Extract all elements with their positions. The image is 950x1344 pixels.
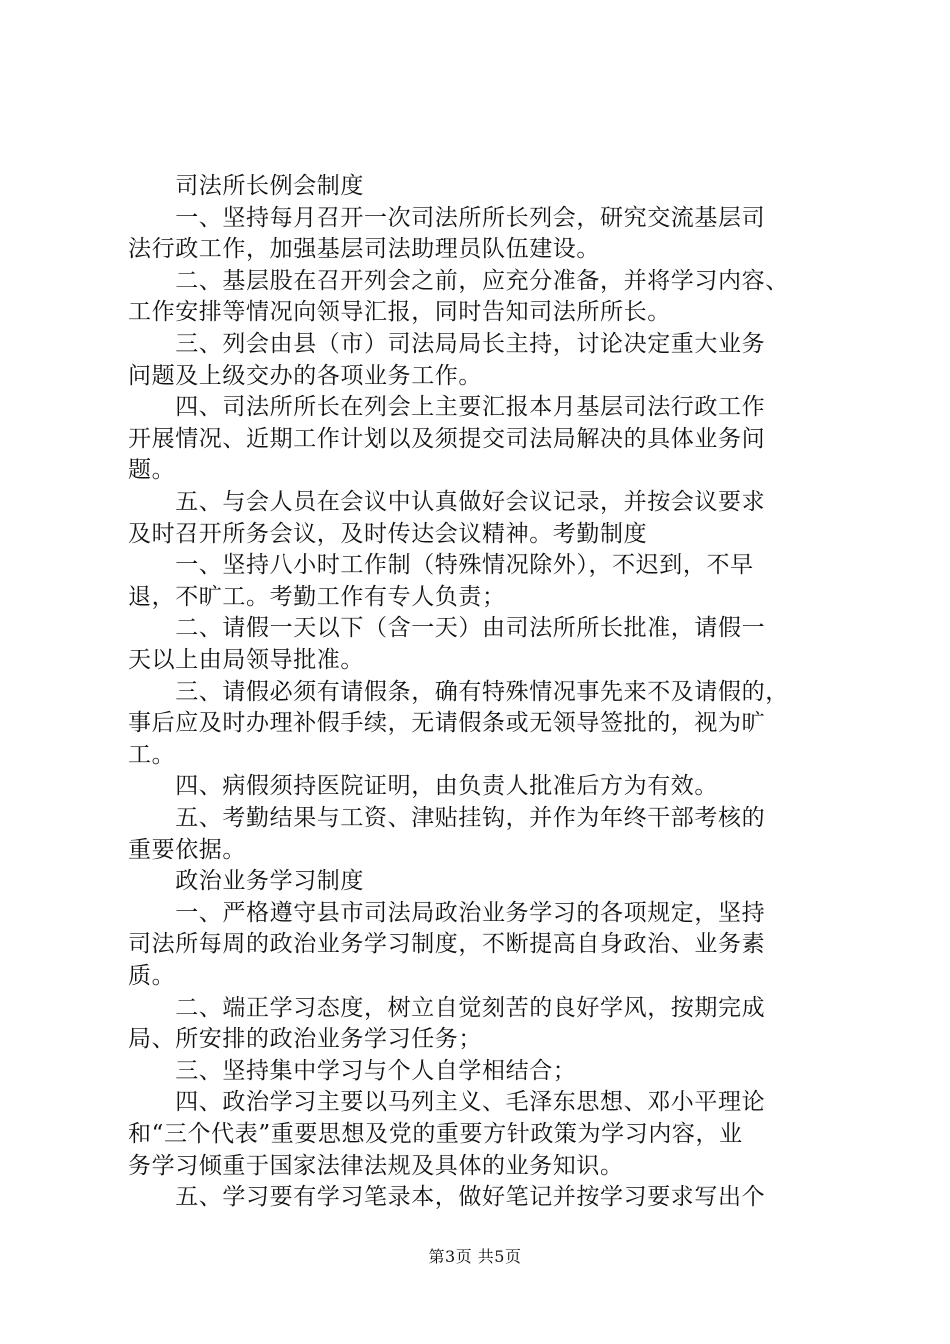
text-line: 四、司法所所长在列会上主要汇报本月基层司法行政工作 (128, 394, 766, 421)
text-line: 题。 (128, 457, 176, 484)
text-line: 务学习倾重于国家法律法规及具体的业务知识。 (128, 1152, 624, 1179)
text-line: 一、坚持每月召开一次司法所所长列会，研究交流基层司 (128, 204, 766, 231)
text-line: 二、请假一天以下（含一天）由司法所所长批准，请假一 (128, 615, 766, 642)
text-line: 工作安排等情况向领导汇报，同时告知司法所所长。 (128, 299, 671, 326)
text-line: 工。 (128, 741, 176, 768)
text-line: 三、列会由县（市）司法局局长主持，讨论决定重大业务 (128, 331, 766, 357)
text-line: 开展情况、近期工作计划以及须提交司法局解决的具体业务问 (128, 425, 766, 452)
text-line: 事后应及时办理补假手续，无请假条或无领导签批的，视为旷 (128, 710, 766, 737)
text-line: 法行政工作，加强基层司法助理员队伍建设。 (128, 236, 600, 263)
text-line: 二、端正学习态度，树立自觉刻苦的良好学风，按期完成 (128, 994, 766, 1021)
text-line: 局、所安排的政治业务学习任务； (128, 1026, 482, 1053)
text-line: 二、基层股在召开列会之前，应充分准备，并将学习内容、 (128, 267, 789, 294)
text-line: 问题及上级交办的各项业务工作。 (128, 362, 482, 389)
text-line: 四、政治学习主要以马列主义、毛泽东思想、邓小平理论 (128, 1089, 766, 1116)
text-line: 三、坚持集中学习与个人自学相结合； (128, 1057, 577, 1084)
text-line: 三、请假必须有请假条，确有特殊情况事先来不及请假的， (128, 678, 789, 705)
text-line: 司法所长例会制度 (128, 173, 364, 199)
text-line: 质。 (128, 963, 176, 989)
text-line: 司法所每周的政治业务学习制度，不断提高自身政治、业务素 (128, 931, 766, 958)
page-footer: 第3页 共5页 (428, 1247, 522, 1266)
text-line: 四、病假须持医院证明，由负责人批准后方为有效。 (128, 773, 718, 800)
text-line: 一、坚持八小时工作制（特殊情况除外），不迟到，不早 (128, 552, 754, 579)
text-line: 重要依据。 (128, 836, 246, 863)
text-line: 五、学习要有学习笔录本，做好笔记并按学习要求写出个 (128, 1184, 766, 1211)
text-line: 及时召开所务会议，及时传达会议精神。考勤制度 (128, 520, 648, 547)
text-line: 天以上由局领导批准。 (128, 647, 364, 673)
text-line: 和“三个代表”重要思想及党的重要方针政策为学习内容，业 (128, 1121, 743, 1147)
text-line: 五、考勤结果与工资、津贴挂钩，并作为年终干部考核的 (128, 805, 766, 831)
text-line: 一、严格遵守县市司法局政治业务学习的各项规定，坚持 (128, 899, 766, 926)
text-line: 五、与会人员在会议中认真做好会议记录，并按会议要求 (128, 489, 766, 515)
text-line: 退，不旷工。考勤工作有专人负责； (128, 583, 506, 610)
text-line: 政治业务学习制度 (128, 868, 364, 895)
